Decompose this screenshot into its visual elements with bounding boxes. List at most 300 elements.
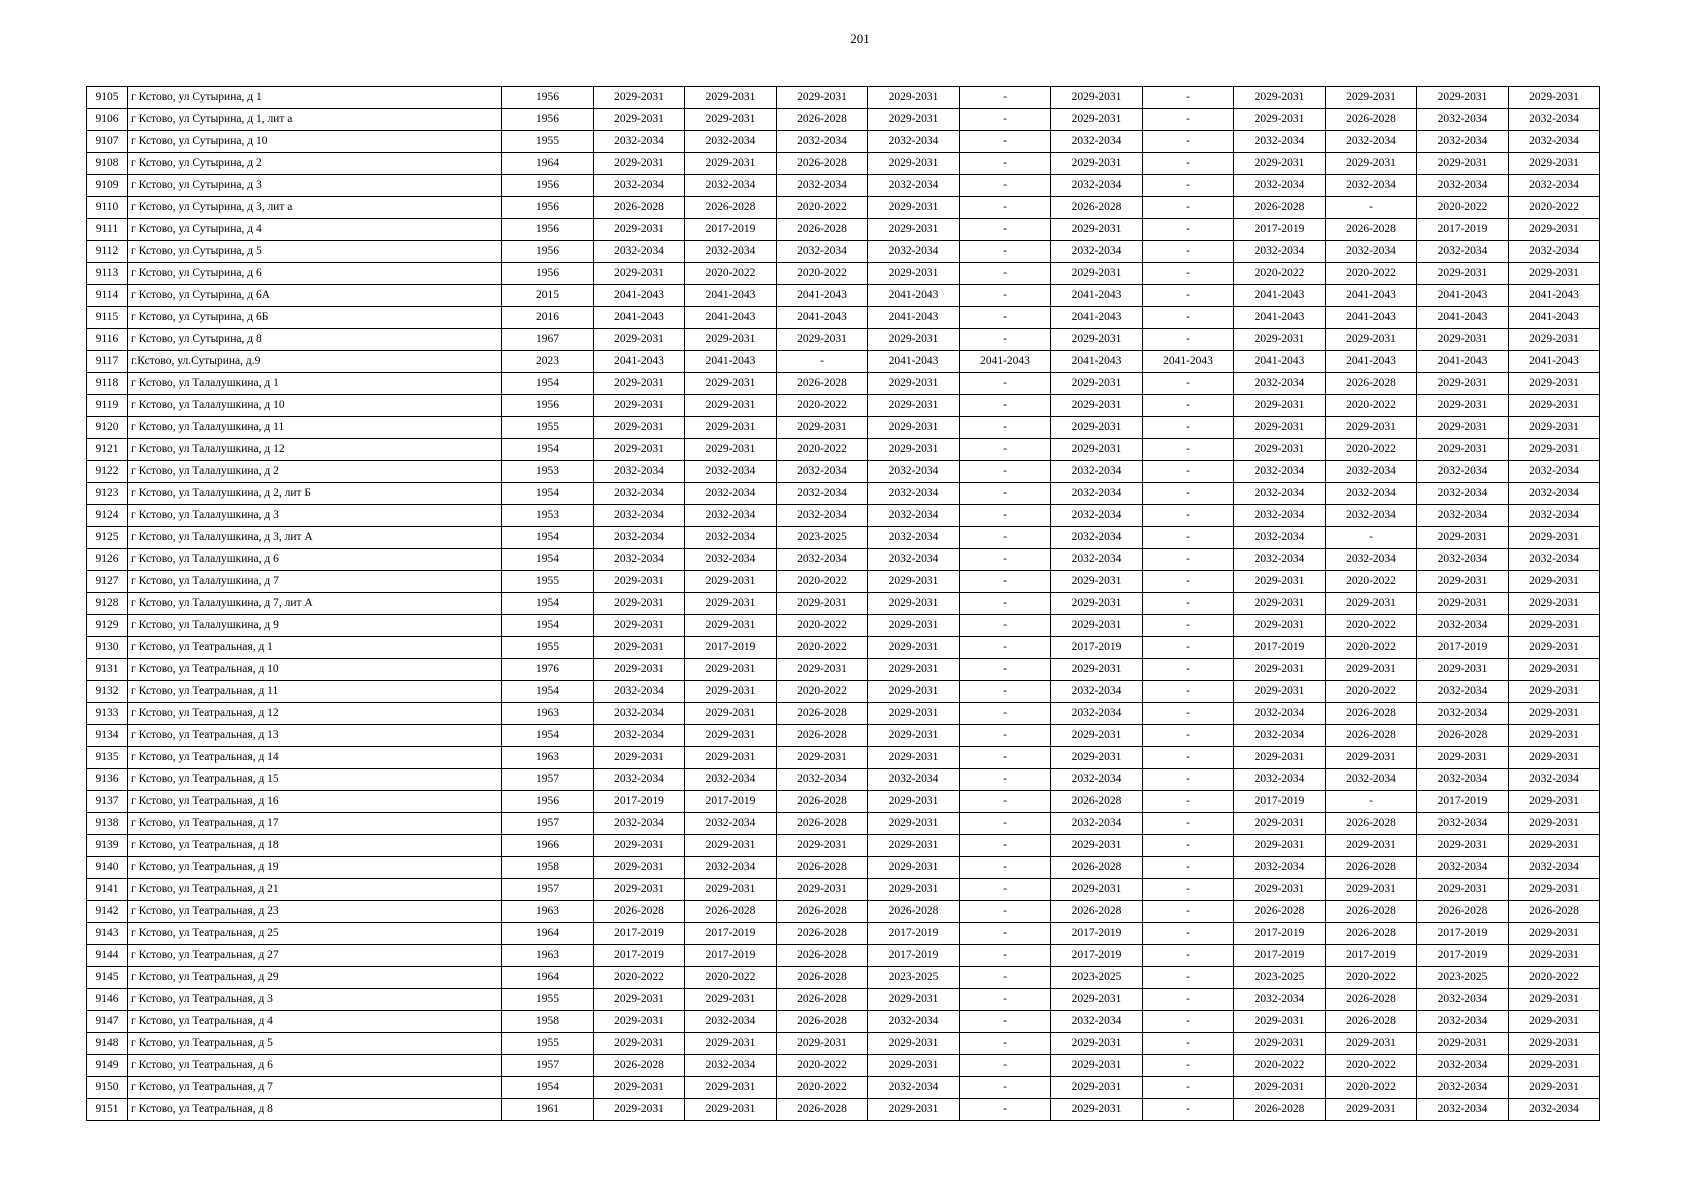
cell-term-6: 2029-2031 <box>1051 109 1143 131</box>
cell-row-number: 9142 <box>87 901 128 923</box>
cell-term-8: 2029-2031 <box>1234 329 1326 351</box>
cell-term-4: 2029-2031 <box>868 615 960 637</box>
table-row <box>87 813 1600 835</box>
cell-term-9: 2029-2031 <box>1326 659 1417 681</box>
cell-term-4: 2032-2034 <box>868 549 960 571</box>
cell-term-8: 2017-2019 <box>1234 219 1326 241</box>
cell-term-4: 2023-2025 <box>868 967 960 989</box>
cell-term-8: 2029-2031 <box>1234 593 1326 615</box>
cell-term-7: - <box>1143 1077 1234 1099</box>
cell-term-2: 2029-2031 <box>685 659 777 681</box>
cell-term-9: 2029-2031 <box>1326 1033 1417 1055</box>
cell-term-3: 2029-2031 <box>777 879 868 901</box>
cell-term-6: 2029-2031 <box>1051 263 1143 285</box>
cell-term-4: 2029-2031 <box>868 879 960 901</box>
cell-term-10: 2032-2034 <box>1417 1011 1509 1033</box>
cell-term-5: - <box>960 1099 1051 1121</box>
cell-term-8: 2029-2031 <box>1234 153 1326 175</box>
cell-term-11: 2029-2031 <box>1509 989 1600 1011</box>
cell-term-3: 2029-2031 <box>777 1033 868 1055</box>
cell-term-11: 2029-2031 <box>1509 747 1600 769</box>
cell-year-built: 1956 <box>502 175 594 197</box>
cell-term-7: - <box>1143 263 1234 285</box>
cell-term-7: - <box>1143 1099 1234 1121</box>
cell-term-7: - <box>1143 703 1234 725</box>
cell-year-built: 1954 <box>502 549 594 571</box>
table-row <box>87 439 1600 461</box>
cell-address: г Кстово, ул Театральная, д 21 <box>128 879 502 901</box>
cell-term-5: - <box>960 879 1051 901</box>
table-row <box>87 681 1600 703</box>
cell-term-5: - <box>960 1077 1051 1099</box>
cell-address: г Кстово, ул Сутырина, д 6 <box>128 263 502 285</box>
cell-term-9: 2026-2028 <box>1326 857 1417 879</box>
cell-term-1: 2029-2031 <box>594 263 685 285</box>
page-number: 201 <box>850 31 870 46</box>
cell-address: г Кстово, ул Театральная, д 18 <box>128 835 502 857</box>
table-row <box>87 857 1600 879</box>
cell-term-6: 2029-2031 <box>1051 417 1143 439</box>
cell-term-6: 2029-2031 <box>1051 571 1143 593</box>
cell-term-2: 2029-2031 <box>685 87 777 109</box>
cell-term-2: 2032-2034 <box>685 131 777 153</box>
cell-term-1: 2029-2031 <box>594 571 685 593</box>
cell-term-2: 2032-2034 <box>685 241 777 263</box>
cell-term-3: 2026-2028 <box>777 945 868 967</box>
cell-term-6: 2032-2034 <box>1051 527 1143 549</box>
cell-term-3: 2032-2034 <box>777 483 868 505</box>
cell-term-4: 2032-2034 <box>868 461 960 483</box>
cell-term-8: 2029-2031 <box>1234 747 1326 769</box>
cell-term-8: 2032-2034 <box>1234 857 1326 879</box>
cell-year-built: 1966 <box>502 835 594 857</box>
cell-term-4: 2032-2034 <box>868 175 960 197</box>
table-row <box>87 615 1600 637</box>
cell-term-11: 2029-2031 <box>1509 791 1600 813</box>
cell-row-number: 9135 <box>87 747 128 769</box>
cell-term-2: 2029-2031 <box>685 615 777 637</box>
cell-term-6: 2029-2031 <box>1051 153 1143 175</box>
cell-address: г Кстово, ул Сутырина, д 5 <box>128 241 502 263</box>
cell-term-10: 2023-2025 <box>1417 967 1509 989</box>
cell-term-10: 2029-2031 <box>1417 659 1509 681</box>
cell-term-11: 2032-2034 <box>1509 461 1600 483</box>
cell-term-7: - <box>1143 681 1234 703</box>
cell-term-4: 2029-2031 <box>868 813 960 835</box>
cell-term-3: 2032-2034 <box>777 549 868 571</box>
cell-term-2: 2032-2034 <box>685 1055 777 1077</box>
table-row <box>87 373 1600 395</box>
cell-address: г Кстово, ул Театральная, д 4 <box>128 1011 502 1033</box>
cell-term-4: 2032-2034 <box>868 527 960 549</box>
cell-year-built: 1964 <box>502 153 594 175</box>
cell-term-3: 2020-2022 <box>777 197 868 219</box>
cell-term-7: - <box>1143 373 1234 395</box>
cell-address: г Кстово, ул Сутырина, д 3 <box>128 175 502 197</box>
cell-term-8: 2029-2031 <box>1234 1033 1326 1055</box>
cell-term-3: 2026-2028 <box>777 373 868 395</box>
cell-term-8: 2017-2019 <box>1234 923 1326 945</box>
cell-address: г Кстово, ул Талалушкина, д 6 <box>128 549 502 571</box>
cell-term-2: 2017-2019 <box>685 945 777 967</box>
cell-term-6: 2029-2031 <box>1051 219 1143 241</box>
cell-term-1: 2029-2031 <box>594 1077 685 1099</box>
cell-term-8: 2032-2034 <box>1234 989 1326 1011</box>
table-row <box>87 175 1600 197</box>
table-row <box>87 263 1600 285</box>
cell-row-number: 9114 <box>87 285 128 307</box>
cell-year-built: 1955 <box>502 637 594 659</box>
cell-term-3: 2020-2022 <box>777 1077 868 1099</box>
cell-address: г Кстово, ул Театральная, д 3 <box>128 989 502 1011</box>
cell-term-8: 2032-2034 <box>1234 241 1326 263</box>
cell-term-4: 2032-2034 <box>868 241 960 263</box>
cell-term-3: 2026-2028 <box>777 813 868 835</box>
cell-term-11: 2032-2034 <box>1509 175 1600 197</box>
cell-term-11: 2029-2031 <box>1509 87 1600 109</box>
cell-term-7: - <box>1143 87 1234 109</box>
cell-term-10: 2029-2031 <box>1417 1033 1509 1055</box>
cell-term-10: 2032-2034 <box>1417 1077 1509 1099</box>
cell-term-1: 2029-2031 <box>594 153 685 175</box>
cell-term-11: 2029-2031 <box>1509 263 1600 285</box>
cell-term-2: 2029-2031 <box>685 153 777 175</box>
cell-term-8: 2029-2031 <box>1234 417 1326 439</box>
cell-term-4: 2029-2031 <box>868 417 960 439</box>
cell-row-number: 9121 <box>87 439 128 461</box>
cell-term-4: 2029-2031 <box>868 153 960 175</box>
cell-year-built: 1958 <box>502 1011 594 1033</box>
cell-term-10: 2032-2034 <box>1417 483 1509 505</box>
cell-term-1: 2032-2034 <box>594 461 685 483</box>
cell-term-11: 2032-2034 <box>1509 505 1600 527</box>
table-row <box>87 659 1600 681</box>
cell-row-number: 9118 <box>87 373 128 395</box>
cell-year-built: 1955 <box>502 571 594 593</box>
cell-term-10: 2032-2034 <box>1417 989 1509 1011</box>
cell-term-5: - <box>960 87 1051 109</box>
cell-address: г Кстово, ул Театральная, д 10 <box>128 659 502 681</box>
cell-term-11: 2029-2031 <box>1509 373 1600 395</box>
cell-term-2: 2020-2022 <box>685 967 777 989</box>
cell-term-11: 2032-2034 <box>1509 483 1600 505</box>
cell-term-9: 2020-2022 <box>1326 1055 1417 1077</box>
cell-term-8: 2017-2019 <box>1234 637 1326 659</box>
cell-term-5: - <box>960 747 1051 769</box>
cell-row-number: 9126 <box>87 549 128 571</box>
cell-term-9: 2020-2022 <box>1326 395 1417 417</box>
cell-term-4: 2029-2031 <box>868 109 960 131</box>
cell-term-8: 2032-2034 <box>1234 505 1326 527</box>
cell-row-number: 9112 <box>87 241 128 263</box>
cell-term-7: - <box>1143 285 1234 307</box>
cell-year-built: 1955 <box>502 131 594 153</box>
cell-term-8: 2020-2022 <box>1234 263 1326 285</box>
cell-row-number: 9147 <box>87 1011 128 1033</box>
cell-term-2: 2029-2031 <box>685 681 777 703</box>
cell-term-11: 2029-2031 <box>1509 681 1600 703</box>
cell-term-4: 2029-2031 <box>868 747 960 769</box>
cell-term-1: 2029-2031 <box>594 373 685 395</box>
cell-row-number: 9130 <box>87 637 128 659</box>
cell-row-number: 9139 <box>87 835 128 857</box>
cell-term-8: 2029-2031 <box>1234 87 1326 109</box>
cell-address: г Кстово, ул Талалушкина, д 7, лит А <box>128 593 502 615</box>
cell-address: г Кстово, ул Театральная, д 25 <box>128 923 502 945</box>
cell-address: г Кстово, ул Талалушкина, д 11 <box>128 417 502 439</box>
cell-term-5: - <box>960 505 1051 527</box>
cell-year-built: 1956 <box>502 109 594 131</box>
cell-term-5: - <box>960 263 1051 285</box>
cell-term-10: 2032-2034 <box>1417 505 1509 527</box>
cell-term-6: 2032-2034 <box>1051 769 1143 791</box>
cell-term-11: 2029-2031 <box>1509 637 1600 659</box>
cell-term-4: 2029-2031 <box>868 1099 960 1121</box>
cell-term-4: 2032-2034 <box>868 483 960 505</box>
cell-term-3: 2020-2022 <box>777 263 868 285</box>
cell-term-9: 2026-2028 <box>1326 109 1417 131</box>
cell-address: г Кстово, ул Театральная, д 8 <box>128 1099 502 1121</box>
cell-term-9: 2029-2031 <box>1326 1099 1417 1121</box>
cell-term-8: 2032-2034 <box>1234 131 1326 153</box>
cell-term-4: 2032-2034 <box>868 1011 960 1033</box>
cell-year-built: 1956 <box>502 395 594 417</box>
cell-term-2: 2029-2031 <box>685 395 777 417</box>
cell-term-11: 2029-2031 <box>1509 945 1600 967</box>
cell-row-number: 9144 <box>87 945 128 967</box>
cell-term-3: 2026-2028 <box>777 857 868 879</box>
cell-term-6: 2032-2034 <box>1051 549 1143 571</box>
cell-term-7: - <box>1143 329 1234 351</box>
cell-term-6: 2032-2034 <box>1051 483 1143 505</box>
cell-term-3: 2026-2028 <box>777 1099 868 1121</box>
cell-term-6: 2029-2031 <box>1051 989 1143 1011</box>
cell-term-10: 2017-2019 <box>1417 791 1509 813</box>
cell-term-8: 2029-2031 <box>1234 681 1326 703</box>
cell-term-9: 2020-2022 <box>1326 571 1417 593</box>
cell-term-4: 2029-2031 <box>868 791 960 813</box>
cell-term-3: 2041-2043 <box>777 307 868 329</box>
cell-row-number: 9145 <box>87 967 128 989</box>
cell-term-1: 2029-2031 <box>594 1099 685 1121</box>
cell-term-10: 2041-2043 <box>1417 307 1509 329</box>
cell-address: г Кстово, ул Сутырина, д 1 <box>128 87 502 109</box>
cell-term-9: 2029-2031 <box>1326 417 1417 439</box>
cell-term-11: 2029-2031 <box>1509 153 1600 175</box>
cell-term-10: 2029-2031 <box>1417 373 1509 395</box>
cell-year-built: 1955 <box>502 989 594 1011</box>
table-body <box>87 87 1600 1121</box>
cell-address: г Кстово, ул Театральная, д 13 <box>128 725 502 747</box>
cell-term-6: 2026-2028 <box>1051 901 1143 923</box>
cell-term-6: 2032-2034 <box>1051 175 1143 197</box>
cell-term-9: 2032-2034 <box>1326 131 1417 153</box>
cell-term-9: 2020-2022 <box>1326 439 1417 461</box>
table-row <box>87 153 1600 175</box>
cell-term-3: 2020-2022 <box>777 1055 868 1077</box>
cell-term-7: - <box>1143 725 1234 747</box>
cell-term-9: 2026-2028 <box>1326 703 1417 725</box>
cell-term-11: 2029-2031 <box>1509 571 1600 593</box>
table-row <box>87 791 1600 813</box>
cell-term-7: - <box>1143 571 1234 593</box>
cell-year-built: 2015 <box>502 285 594 307</box>
cell-address: г Кстово, ул Сутырина, д 2 <box>128 153 502 175</box>
cell-term-10: 2041-2043 <box>1417 285 1509 307</box>
cell-row-number: 9133 <box>87 703 128 725</box>
cell-term-6: 2029-2031 <box>1051 1055 1143 1077</box>
cell-year-built: 1955 <box>502 417 594 439</box>
cell-term-1: 2020-2022 <box>594 967 685 989</box>
table-row <box>87 923 1600 945</box>
cell-term-10: 2026-2028 <box>1417 901 1509 923</box>
cell-term-4: 2029-2031 <box>868 725 960 747</box>
cell-term-1: 2029-2031 <box>594 857 685 879</box>
cell-term-5: - <box>960 725 1051 747</box>
cell-term-1: 2032-2034 <box>594 175 685 197</box>
cell-term-8: 2032-2034 <box>1234 461 1326 483</box>
cell-term-8: 2029-2031 <box>1234 1011 1326 1033</box>
cell-term-11: 2029-2031 <box>1509 615 1600 637</box>
cell-row-number: 9124 <box>87 505 128 527</box>
cell-term-11: 2029-2031 <box>1509 923 1600 945</box>
cell-term-11: 2029-2031 <box>1509 725 1600 747</box>
cell-row-number: 9115 <box>87 307 128 329</box>
cell-row-number: 9111 <box>87 219 128 241</box>
cell-row-number: 9134 <box>87 725 128 747</box>
cell-term-11: 2029-2031 <box>1509 835 1600 857</box>
cell-row-number: 9120 <box>87 417 128 439</box>
table-row <box>87 197 1600 219</box>
cell-term-8: 2029-2031 <box>1234 813 1326 835</box>
cell-term-9: 2032-2034 <box>1326 483 1417 505</box>
cell-term-11: 2029-2031 <box>1509 329 1600 351</box>
cell-address: г Кстово, ул Талалушкина, д 9 <box>128 615 502 637</box>
cell-term-7: - <box>1143 747 1234 769</box>
cell-row-number: 9140 <box>87 857 128 879</box>
cell-term-6: 2029-2031 <box>1051 439 1143 461</box>
cell-term-10: 2032-2034 <box>1417 109 1509 131</box>
table-row <box>87 637 1600 659</box>
cell-term-2: 2017-2019 <box>685 219 777 241</box>
cell-term-2: 2029-2031 <box>685 417 777 439</box>
cell-term-2: 2029-2031 <box>685 373 777 395</box>
cell-term-1: 2029-2031 <box>594 593 685 615</box>
cell-term-5: - <box>960 549 1051 571</box>
cell-address: г Кстово, ул Театральная, д 12 <box>128 703 502 725</box>
cell-term-4: 2029-2031 <box>868 857 960 879</box>
cell-row-number: 9105 <box>87 87 128 109</box>
cell-address: г Кстово, ул Театральная, д 15 <box>128 769 502 791</box>
cell-year-built: 1954 <box>502 681 594 703</box>
cell-term-4: 2029-2031 <box>868 989 960 1011</box>
cell-term-3: 2032-2034 <box>777 175 868 197</box>
cell-term-5: - <box>960 175 1051 197</box>
cell-term-9: 2020-2022 <box>1326 637 1417 659</box>
cell-term-1: 2017-2019 <box>594 945 685 967</box>
cell-term-11: 2032-2034 <box>1509 857 1600 879</box>
cell-term-7: - <box>1143 219 1234 241</box>
cell-year-built: 1953 <box>502 461 594 483</box>
cell-term-8: 2032-2034 <box>1234 703 1326 725</box>
cell-term-10: 2032-2034 <box>1417 175 1509 197</box>
cell-year-built: 1963 <box>502 945 594 967</box>
cell-term-9: 2026-2028 <box>1326 989 1417 1011</box>
cell-term-5: - <box>960 395 1051 417</box>
cell-term-3: 2020-2022 <box>777 637 868 659</box>
cell-term-5: - <box>960 417 1051 439</box>
cell-term-7: - <box>1143 307 1234 329</box>
cell-term-1: 2032-2034 <box>594 505 685 527</box>
cell-term-1: 2032-2034 <box>594 483 685 505</box>
cell-term-6: 2029-2031 <box>1051 593 1143 615</box>
cell-term-10: 2032-2034 <box>1417 681 1509 703</box>
cell-term-3: 2020-2022 <box>777 439 868 461</box>
cell-address: г Кстово, ул Талалушкина, д 3 <box>128 505 502 527</box>
cell-term-3: 2032-2034 <box>777 461 868 483</box>
table-row <box>87 967 1600 989</box>
cell-year-built: 1954 <box>502 615 594 637</box>
cell-term-11: 2041-2043 <box>1509 307 1600 329</box>
cell-term-3: 2032-2034 <box>777 131 868 153</box>
table-row <box>87 329 1600 351</box>
cell-term-9: 2026-2028 <box>1326 813 1417 835</box>
cell-term-9: - <box>1326 527 1417 549</box>
cell-term-3: 2020-2022 <box>777 615 868 637</box>
cell-term-2: 2032-2034 <box>685 769 777 791</box>
cell-year-built: 1964 <box>502 923 594 945</box>
cell-term-2: 2026-2028 <box>685 901 777 923</box>
cell-term-10: 2017-2019 <box>1417 637 1509 659</box>
cell-term-3: 2029-2031 <box>777 659 868 681</box>
cell-term-8: 2032-2034 <box>1234 175 1326 197</box>
cell-term-2: 2032-2034 <box>685 483 777 505</box>
cell-year-built: 1956 <box>502 219 594 241</box>
cell-term-6: 2029-2031 <box>1051 1033 1143 1055</box>
cell-term-6: 2023-2025 <box>1051 967 1143 989</box>
cell-row-number: 9138 <box>87 813 128 835</box>
cell-term-5: - <box>960 285 1051 307</box>
table-row <box>87 307 1600 329</box>
cell-term-5: - <box>960 109 1051 131</box>
cell-term-9: 2026-2028 <box>1326 923 1417 945</box>
cell-term-6: 2029-2031 <box>1051 329 1143 351</box>
cell-term-5: - <box>960 637 1051 659</box>
cell-row-number: 9123 <box>87 483 128 505</box>
cell-term-7: - <box>1143 637 1234 659</box>
cell-term-11: 2032-2034 <box>1509 769 1600 791</box>
cell-term-7: - <box>1143 505 1234 527</box>
cell-term-3: 2026-2028 <box>777 923 868 945</box>
cell-term-10: 2029-2031 <box>1417 263 1509 285</box>
cell-term-2: 2029-2031 <box>685 1099 777 1121</box>
cell-row-number: 9136 <box>87 769 128 791</box>
cell-term-1: 2029-2031 <box>594 747 685 769</box>
cell-term-10: 2032-2034 <box>1417 703 1509 725</box>
cell-term-5: - <box>960 131 1051 153</box>
cell-term-3: - <box>777 351 868 373</box>
cell-term-8: 2032-2034 <box>1234 549 1326 571</box>
cell-term-8: 2032-2034 <box>1234 527 1326 549</box>
cell-year-built: 1956 <box>502 263 594 285</box>
cell-term-9: 2041-2043 <box>1326 351 1417 373</box>
table-row <box>87 87 1600 109</box>
cell-term-11: 2029-2031 <box>1509 527 1600 549</box>
cell-term-3: 2026-2028 <box>777 109 868 131</box>
cell-address: г Кстово, ул Сутырина, д 6Б <box>128 307 502 329</box>
cell-term-2: 2017-2019 <box>685 923 777 945</box>
cell-term-10: 2032-2034 <box>1417 1055 1509 1077</box>
